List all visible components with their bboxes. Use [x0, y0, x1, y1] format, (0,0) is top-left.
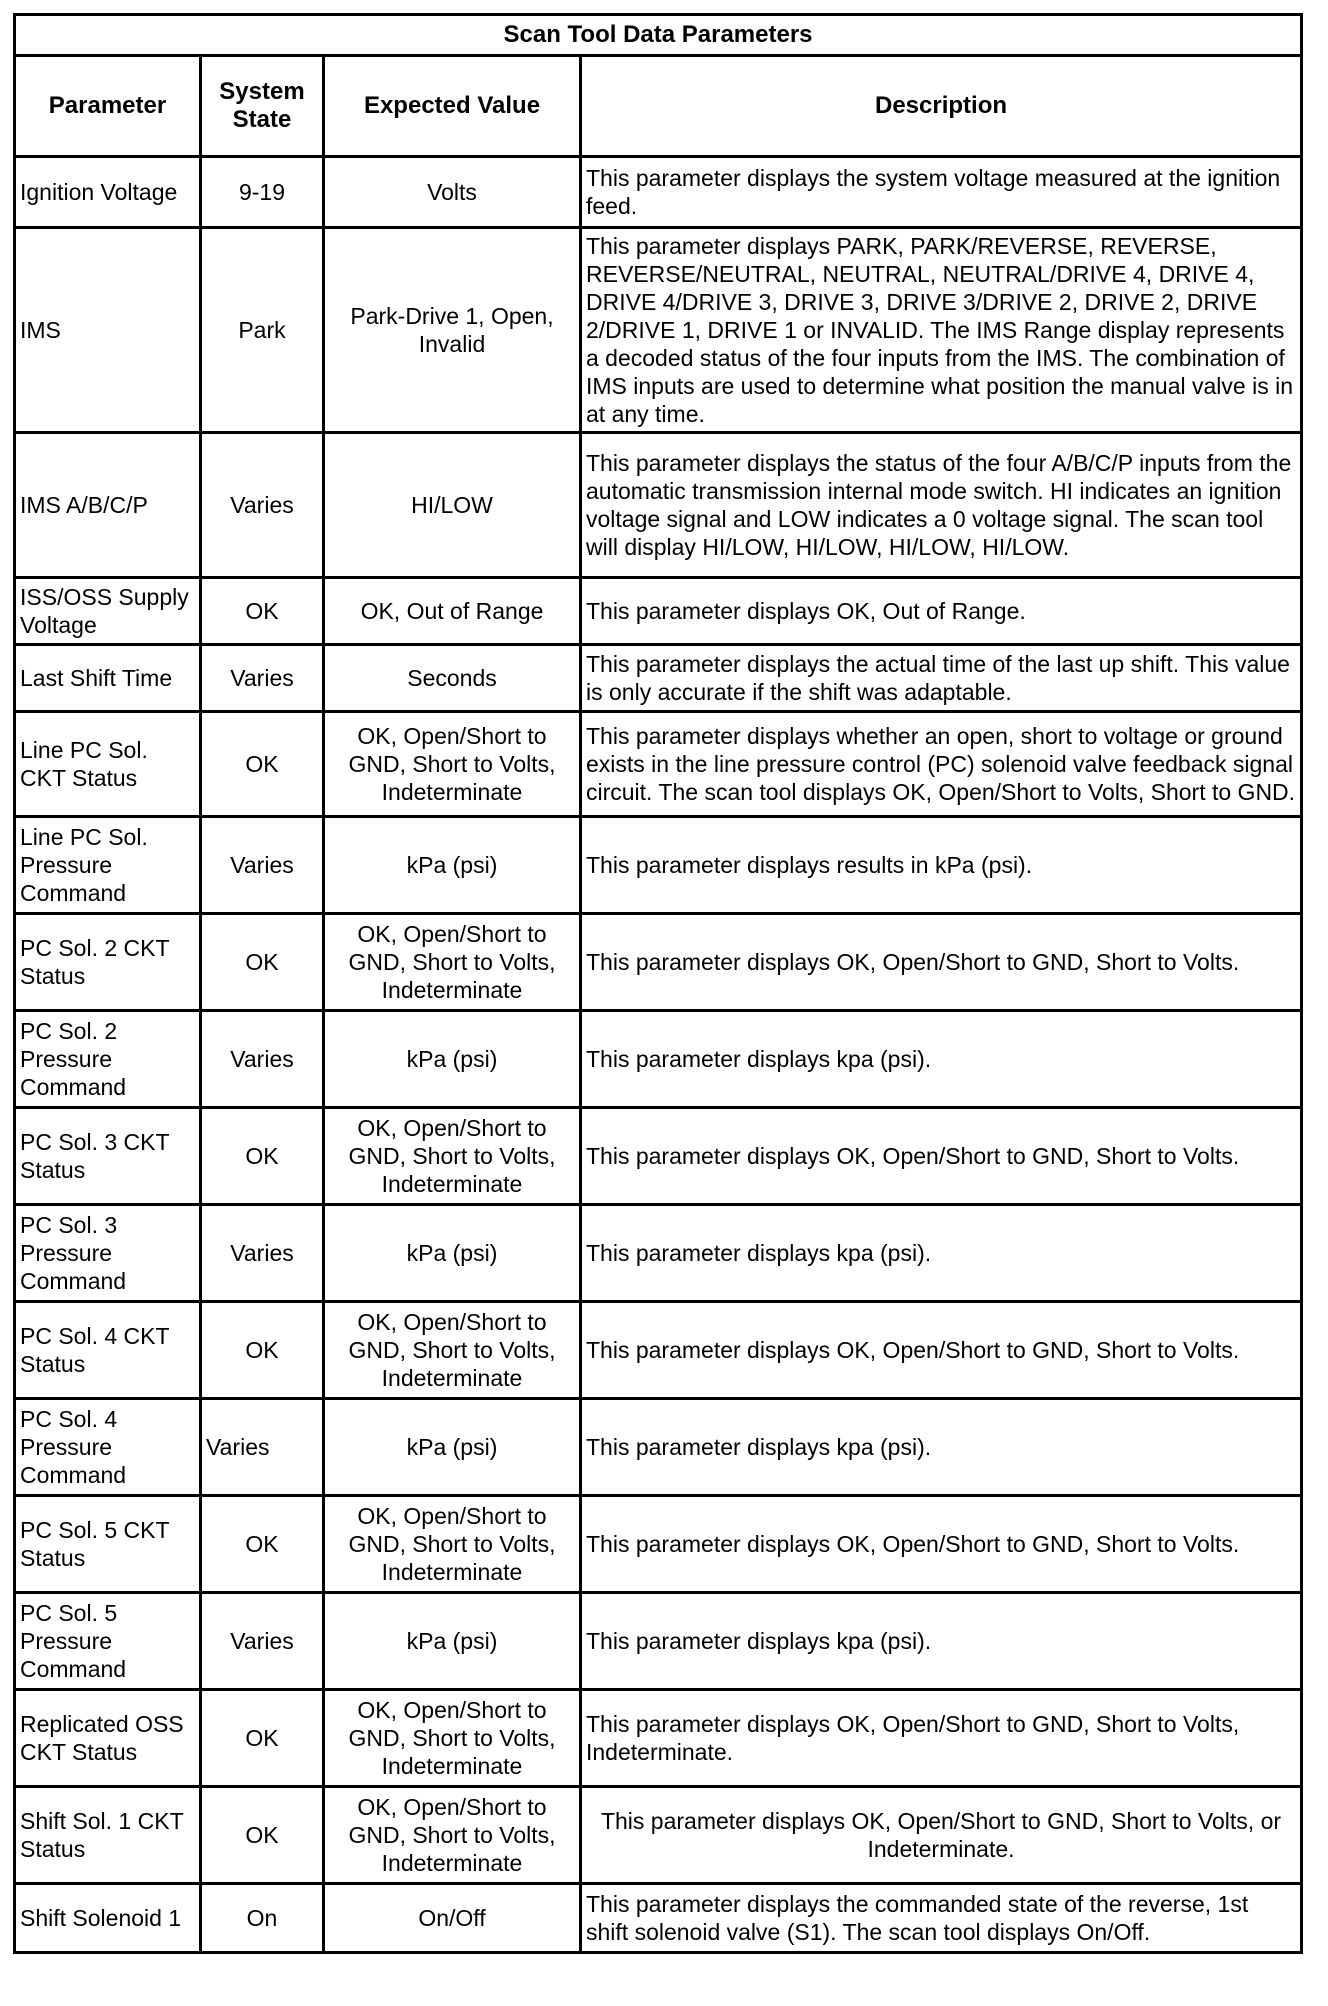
scan-tool-data-table	[13, 13, 1300, 1954]
cell-description: This parameter displays OK, Open/Short to GND, Short to Volts.	[581, 1108, 1302, 1205]
cell-description: This parameter displays OK, Open/Short to GND, Short to Volts, Indeterminate.	[581, 1690, 1302, 1787]
cell-system-state: Varies	[201, 1399, 324, 1496]
cell-expected-value: OK, Open/Short to GND, Short to Volts, Indeterminate	[324, 1496, 581, 1593]
header-parameter: Parameter	[15, 56, 201, 157]
cell-expected-value: kPa (psi)	[324, 1011, 581, 1108]
cell-system-state: Varies	[201, 645, 324, 712]
cell-expected-value: kPa (psi)	[324, 1205, 581, 1302]
cell-description: This parameter displays OK, Open/Short to GND, Short to Volts.	[581, 1302, 1302, 1399]
cell-expected-value: On/Off	[324, 1884, 581, 1953]
header-system-state: System State	[201, 56, 324, 157]
table-row	[15, 914, 1302, 1011]
parameters-table	[13, 13, 1303, 1954]
cell-parameter: Replicated OSS CKT Status	[15, 1690, 201, 1787]
cell-description: This parameter displays OK, Open/Short to GND, Short to Volts, or Indeterminate.	[581, 1787, 1302, 1884]
cell-expected-value: kPa (psi)	[324, 1399, 581, 1496]
cell-expected-value: kPa (psi)	[324, 1593, 581, 1690]
cell-expected-value: OK, Open/Short to GND, Short to Volts, Indeterminate	[324, 914, 581, 1011]
table-row	[15, 1399, 1302, 1496]
cell-description: This parameter displays results in kPa (psi).	[581, 817, 1302, 914]
cell-system-state: On	[201, 1884, 324, 1953]
table-row	[15, 1787, 1302, 1884]
cell-description: This parameter displays OK, Out of Range.	[581, 578, 1302, 645]
table-row	[15, 1884, 1302, 1953]
cell-system-state: OK	[201, 1496, 324, 1593]
cell-expected-value: OK, Open/Short to GND, Short to Volts, Indeterminate	[324, 1787, 581, 1884]
table-row	[15, 645, 1302, 712]
cell-parameter: Ignition Voltage	[15, 157, 201, 228]
cell-system-state: OK	[201, 1302, 324, 1399]
cell-system-state: OK	[201, 1108, 324, 1205]
cell-parameter: PC Sol. 2 CKT Status	[15, 914, 201, 1011]
table-row	[15, 433, 1302, 578]
cell-system-state: OK	[201, 1787, 324, 1884]
cell-expected-value: OK, Out of Range	[324, 578, 581, 645]
cell-parameter: PC Sol. 3 Pressure Command	[15, 1205, 201, 1302]
cell-description: This parameter displays kpa (psi).	[581, 1205, 1302, 1302]
table-title: Scan Tool Data Parameters	[15, 15, 1302, 56]
cell-parameter: Shift Sol. 1 CKT Status	[15, 1787, 201, 1884]
cell-parameter: PC Sol. 4 CKT Status	[15, 1302, 201, 1399]
cell-expected-value: OK, Open/Short to GND, Short to Volts, Indeterminate	[324, 1108, 581, 1205]
table-row	[15, 578, 1302, 645]
cell-expected-value: Seconds	[324, 645, 581, 712]
cell-parameter: IMS A/B/C/P	[15, 433, 201, 578]
cell-system-state: OK	[201, 712, 324, 817]
cell-expected-value: HI/LOW	[324, 433, 581, 578]
cell-system-state: OK	[201, 914, 324, 1011]
cell-expected-value: OK, Open/Short to GND, Short to Volts, Indeterminate	[324, 1302, 581, 1399]
cell-description: This parameter displays kpa (psi).	[581, 1399, 1302, 1496]
cell-parameter: ISS/OSS Supply Voltage	[15, 578, 201, 645]
table-row	[15, 228, 1302, 433]
cell-parameter: Shift Solenoid 1	[15, 1884, 201, 1953]
table-row	[15, 1496, 1302, 1593]
cell-description: This parameter displays the commanded state of the reverse, 1st shift solenoid valve (S1). The scan tool displays On/Off.	[581, 1884, 1302, 1953]
cell-parameter: Line PC Sol. Pressure Command	[15, 817, 201, 914]
cell-description: This parameter displays the status of the four A/B/C/P inputs from the automatic transmission internal mode switch. HI indicates an ignition voltage signal and LOW indicates a 0 voltage signal. The scan tool will display HI/LOW, HI/LOW, HI/LOW, HI/LOW.	[581, 433, 1302, 578]
cell-description: This parameter displays the system voltage measured at the ignition feed.	[581, 157, 1302, 228]
table-row	[15, 1690, 1302, 1787]
cell-parameter: PC Sol. 4 Pressure Command	[15, 1399, 201, 1496]
cell-parameter: PC Sol. 2 Pressure Command	[15, 1011, 201, 1108]
cell-parameter: PC Sol. 5 CKT Status	[15, 1496, 201, 1593]
cell-expected-value: OK, Open/Short to GND, Short to Volts, Indeterminate	[324, 712, 581, 817]
cell-description: This parameter displays kpa (psi).	[581, 1593, 1302, 1690]
cell-description: This parameter displays whether an open, short to voltage or ground exists in the line pressure control (PC) solenoid valve feedback signal circuit. The scan tool displays OK, Open/Short to Volts, Short to GND.	[581, 712, 1302, 817]
header-description: Description	[581, 56, 1302, 157]
table-row	[15, 1108, 1302, 1205]
table-row	[15, 1302, 1302, 1399]
cell-parameter: Last Shift Time	[15, 645, 201, 712]
header-expected-value: Expected Value	[324, 56, 581, 157]
cell-system-state: OK	[201, 1690, 324, 1787]
cell-description: This parameter displays OK, Open/Short to GND, Short to Volts.	[581, 914, 1302, 1011]
table-row	[15, 1593, 1302, 1690]
cell-system-state: Varies	[201, 1205, 324, 1302]
cell-expected-value: Volts	[324, 157, 581, 228]
cell-system-state: Varies	[201, 1011, 324, 1108]
table-row	[15, 1011, 1302, 1108]
cell-expected-value: kPa (psi)	[324, 817, 581, 914]
cell-parameter: Line PC Sol. CKT Status	[15, 712, 201, 817]
cell-description: This parameter displays the actual time of the last up shift. This value is only accurate if the shift was adaptable.	[581, 645, 1302, 712]
cell-system-state: Varies	[201, 817, 324, 914]
cell-system-state: 9-19	[201, 157, 324, 228]
cell-parameter: IMS	[15, 228, 201, 433]
cell-system-state: Varies	[201, 1593, 324, 1690]
table-row	[15, 1205, 1302, 1302]
cell-system-state: Park	[201, 228, 324, 433]
table-row	[15, 817, 1302, 914]
cell-description: This parameter displays kpa (psi).	[581, 1011, 1302, 1108]
cell-expected-value: OK, Open/Short to GND, Short to Volts, Indeterminate	[324, 1690, 581, 1787]
cell-system-state: Varies	[201, 433, 324, 578]
table-row	[15, 157, 1302, 228]
table-row	[15, 712, 1302, 817]
cell-system-state: OK	[201, 578, 324, 645]
cell-description: This parameter displays PARK, PARK/REVERSE, REVERSE, REVERSE/NEUTRAL, NEUTRAL, NEUTRAL/DRIVE 4, DRIVE 4, DRIVE 4/DRIVE 3, DRIVE 3, DRIVE 3/DRIVE 2, DRIVE 2, DRIVE 2/DRIVE 1, DRIVE 1 or INVALID. The IMS Range display represents a decoded status of the four inputs from the IMS. The combination of IMS inputs are used to determine what position the manual valve is in at any time.	[581, 228, 1302, 433]
cell-parameter: PC Sol. 3 CKT Status	[15, 1108, 201, 1205]
cell-parameter: PC Sol. 5 Pressure Command	[15, 1593, 201, 1690]
cell-description: This parameter displays OK, Open/Short to GND, Short to Volts.	[581, 1496, 1302, 1593]
cell-expected-value: Park-Drive 1, Open, Invalid	[324, 228, 581, 433]
